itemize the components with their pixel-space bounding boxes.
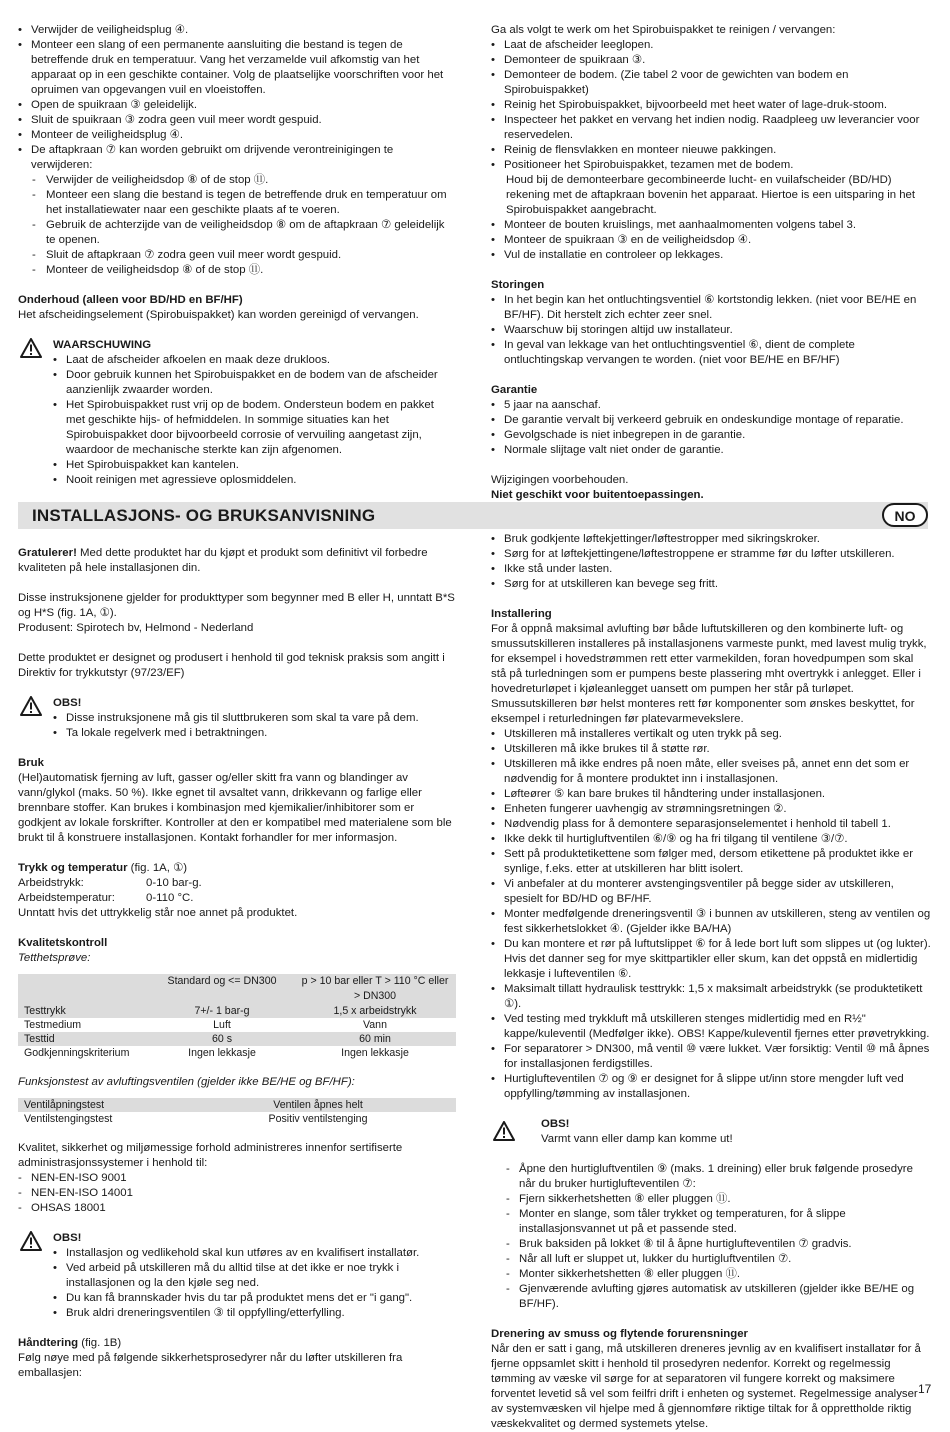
- paragraph: Dette produktet er designet og produsert i henhold til god teknisk praksis som angitt i Direktiv for trykkutstyr (97/23/EF): [18, 652, 445, 679]
- table-cell: Godkjenningskriterium: [18, 1046, 150, 1060]
- list-item: • Monteer de veiligheidsplug ④.: [18, 128, 456, 143]
- obs-text: Varmt vann eller damp kan komme ut!: [541, 1133, 733, 1145]
- table-row: [18, 1018, 456, 1032]
- list-item: • Monteer de bouten kruislings, met aanhaalmomenten volgens tabel 3.: [491, 218, 931, 233]
- paragraph: Het afscheidingselement (Spirobuispakket) kan worden gereinigd of vervangen.: [18, 309, 419, 321]
- cleaning-steps-list: [491, 38, 931, 173]
- table-cell: Ventilstengingstest: [18, 1112, 180, 1126]
- right-bottom-column: [491, 532, 931, 1432]
- list-item: • Utskilleren må ikke brukes til å støtte rør.: [491, 742, 931, 757]
- list-item: - Gjenværende avlufting gjøres automatisk av utskilleren (gjelder ikke BE/HE og BF/HF).: [491, 1282, 931, 1312]
- list-item: • Maksimalt tillatt hydraulisk testtrykk: 1,5 x maksimalt arbeidstrykk (se produktetikett ①).: [491, 982, 931, 1012]
- congrats-bold: Gratulerer!: [18, 547, 77, 559]
- section-heading-storingen: Storingen: [491, 279, 545, 291]
- list-item: • Gevolgschade is niet inbegrepen in de garantie.: [491, 428, 931, 443]
- paragraph: Ga als volgt te werk om het Spirobuispakket te reinigen / vervangen:: [491, 24, 836, 36]
- list-item: • For separatorer > DN300, må ventil ⑩ være lukket. Vær forsiktig: Ventil ⑩ må åpnes for installasjonen ferdigstilles.: [491, 1042, 931, 1072]
- spec-value: 0-110 °C.: [146, 892, 194, 904]
- section-heading-handtering: [18, 1336, 456, 1351]
- list-item: • Ved testing med trykkluft må utskilleren stenges midlertidig med en R½" kappe/kuleventil (Medfølger ikke). OBS! Kappe/kuleventil fjernes etter prøvetrykking.: [491, 1012, 931, 1042]
- changes-reserved-note: Wijzigingen voorbehouden.: [491, 474, 629, 486]
- list-item: • Hurtiglufteventilen ⑦ og ⑨ er designet for å slippe ut/inn store mengder luft ved oppfylling/tømming av installasjonen.: [491, 1072, 931, 1102]
- table-row: [18, 1112, 456, 1126]
- section-heading-garantie: Garantie: [491, 384, 538, 396]
- list-item: • Monteer de spuikraan ③ en de veiligheidsdop ④.: [491, 233, 931, 248]
- list-item: - Åpne den hurtigluftventilen ⑨ (maks. 1 dreining) eller bruk følgende prosedyre når du bruker hurtiglufteventilen ⑦:: [491, 1162, 931, 1192]
- language-badge: NO: [882, 503, 928, 527]
- table-header-row: [18, 974, 456, 1004]
- table-row: [18, 1004, 456, 1018]
- list-item: • Demonteer de bodem. (Zie tabel 2 voor de gewichten van bodem en Spirobuispakket): [491, 68, 931, 98]
- storingen-list: [491, 293, 931, 368]
- list-item: • Nooit reinigen met agressieve oplosmiddelen.: [53, 473, 456, 488]
- paragraph: For å oppnå maksimal avlufting bør både luftutskilleren og den kombinerte luft- og smussutskilleren installeres på installasjonens varmeste punkt, med lavest mulig trykk, for eksempel i hovedstrømmen rett etter varmekilden, foran hovedpumpen som skal stå på turledningen som er pumpens beste plassering mht overtrykk i anlegget. Eller i hovedreturløpet i kjøleanlegget uansett om pumpen her står på turløpet. Smussutskilleren bør helst monteres rett før komponenter som ønskes beskyttet, for eksempel i returledningen før platevarmevekslere.: [491, 623, 927, 725]
- table-cell: 60 s: [150, 1032, 294, 1046]
- table-header-cell: [18, 974, 150, 1004]
- obs-list: [53, 711, 456, 741]
- list-item: • Sørg for at løftekjettingene/løftestroppene er stramme før du løfter utskilleren.: [491, 547, 931, 562]
- section-heading-kvalitet: Kvalitetskontroll: [18, 937, 108, 949]
- table-cell: 60 min: [294, 1032, 456, 1046]
- table-cell: Vann: [294, 1018, 456, 1032]
- list-item: • Sluit de spuikraan ③ zodra geen vuil meer wordt gespuid.: [18, 113, 456, 128]
- section-heading-drenering: Drenering av smuss og flytende forurensninger: [491, 1328, 748, 1340]
- section-heading-bruk: Bruk: [18, 757, 44, 769]
- paragraph: Disse instruksjonene gjelder for produkttyper som begynner med B eller H, unntatt B*S og H*S (fig. 1A, ①).: [18, 592, 455, 619]
- section-heading-onderhoud: Onderhoud (alleen voor BD/HD en BF/HF): [18, 294, 243, 306]
- aftapkraan-steps-list: [18, 173, 456, 278]
- list-item: • Normale slijtage valt niet onder de garantie.: [491, 443, 931, 458]
- installation-list: [491, 727, 931, 1102]
- list-item: • Verwijder de veiligheidsplug ④.: [18, 23, 456, 38]
- table-header-cell: p > 10 bar eller T > 110 °C eller > DN300: [294, 974, 456, 1004]
- list-item: • Utskilleren må ikke endres på noen måte, eller sveises på, annet enn det som er nødvendig for å montere produktet inn i installasjonen.: [491, 757, 931, 787]
- table-row: [18, 1098, 456, 1112]
- warning-triangle-icon: [20, 1231, 42, 1251]
- list-item: • Positioneer het Spirobuispakket, tezamen met de bodem.: [491, 158, 931, 173]
- warning-triangle-icon: [20, 696, 42, 716]
- table-cell: Positiv ventilstenging: [180, 1112, 456, 1126]
- banner-title: INSTALLASJONS- OG BRUKSANVISNING: [32, 506, 376, 525]
- table-header-cell: Standard og <= DN300: [150, 974, 294, 1004]
- section-heading-installering: Installering: [491, 608, 552, 620]
- obs-block-1: [18, 696, 456, 741]
- list-item: - NEN-EN-ISO 9001: [18, 1171, 456, 1186]
- list-item: • De garantie vervalt bij verkeerd gebruik en ondeskundige montage of reparatie.: [491, 413, 931, 428]
- list-item: - Monter sikkerhetshetten ⑧ eller pluggen ⑪.: [491, 1267, 931, 1282]
- list-item: • In het begin kan het ontluchtingsventiel ⑥ kortstondig lekken. (niet voor BE/HE en BF/HF). Dit herstelt zich echter zeer snel.: [491, 293, 931, 323]
- spec-row: [18, 891, 456, 906]
- list-item: • Du kan montere et rør på luftutslippet ⑥ for å lede bort luft som slippes ut (og lukter). Hvis det danner seg for mye skittpartikler eller skum, kan det oppstå en midlertidig lekkasje i lufteventilen ⑥.: [491, 937, 931, 982]
- step-note: Houd bij de demonteerbare gecombineerde lucht- en vuilafscheider (BD/HD) rekening met de aftapkraan bovenin het apparaat. Hiertoe is een uitsparing in het Spirobuispakket aangebracht.: [506, 174, 916, 216]
- outdoor-note: Niet geschikt voor buitentoepassingen.: [491, 489, 704, 501]
- warning-block: [18, 338, 456, 488]
- list-item: • Løfteører ⑤ kan bare brukes til håndtering under installasjonen.: [491, 787, 931, 802]
- table-cell: Ingen lekkasje: [150, 1046, 294, 1060]
- list-item: • Laat de afscheider afkoelen en maak deze drukloos.: [53, 353, 456, 368]
- list-item: • Inspecteer het pakket en vervang het indien nodig. Raadpleeg uw leverancier voor reservedelen.: [491, 113, 931, 143]
- list-item: • 5 jaar na aanschaf.: [491, 398, 931, 413]
- warning-triangle-icon: [493, 1121, 515, 1141]
- paragraph: Når den er satt i gang, må utskilleren dreneres jevnlig av en kvalifisert installatør for å fjerne oppsamlet skitt i henhold til prosedyren nedenfor. Korrekt og regelmessig tømming av væske vil sørge for at separatoren vil fungere korrekt og maksimere forventet levetid så vel som feilfri drift i enheten og systemet. Regelmessige analyser av systemvæsken vil hjelpe med å gjennomføre riktige tiltak for å opprettholde riktig væskekvalitet og dermed systemets ytelse.: [491, 1343, 921, 1430]
- list-item: - Monteer een slang die bestand is tegen de betreffende druk en temperatuur om het installatiewater naar een geschikte plaats af te voeren.: [18, 188, 456, 218]
- spec-label: Arbeidstemperatur:: [18, 892, 115, 904]
- table-cell: Testmedium: [18, 1018, 150, 1032]
- obs-list: [53, 1246, 456, 1321]
- page-number: 17: [918, 1382, 932, 1396]
- left-bottom-column: [18, 546, 456, 1381]
- list-item: • Ikke stå under lasten.: [491, 562, 931, 577]
- list-item: - Bruk baksiden på lokket ⑧ til å åpne hurtiglufteventilen ⑦ gradvis.: [491, 1237, 931, 1252]
- section-heading-trykk: [18, 861, 456, 876]
- list-item: - Verwijder de veiligheidsdop ⑧ of de stop ⑪.: [18, 173, 456, 188]
- list-item: - Gebruik de achterzijde van de veiligheidsdop ⑧ om de aftapkraan ⑦ geleidelijk te openen.: [18, 218, 456, 248]
- list-item: - OHSAS 18001: [18, 1201, 456, 1216]
- spec-row: [18, 876, 456, 891]
- list-item: • Ikke dekk til hurtigluftventilen ⑥/⑨ og ha fri tilgang til ventilene ③/⑦.: [491, 832, 931, 847]
- intro-paragraph: [18, 546, 456, 576]
- list-item: • Ved arbeid på utskilleren må du alltid tilse at det ikke er noe trykk i installasjonen og la den kjøle seg ned.: [53, 1261, 456, 1291]
- paragraph: (Hel)automatisk fjerning av luft, gasser og/eller skitt fra vann og blandinger av vann/glykol (maks. 50 %). Ikke egnet til avsaltet vann, drikkevann og farlige eller brennbare stoffer. Kan brukes i kombinasjon med kjemikalier/inhibitorer som er godkjent av lokale forskrifter. Kontroller at den er kompatibel med materialene som ble brukt til å konstruere installasjonen. Kontakt forhandler for mer informasjon.: [18, 772, 452, 844]
- test-table: [18, 974, 456, 1060]
- trykk-title: Trykk og temperatur: [18, 862, 128, 874]
- handtering-fig: (fig. 1B): [78, 1337, 122, 1349]
- obs-block-2: [18, 1231, 456, 1321]
- drain-steps-list: [18, 23, 456, 173]
- spec-label: Arbeidstrykk:: [18, 877, 84, 889]
- list-item: • Sett på produktetikettene som følger med, dersom etikettene på produktet ikke er synlige, f.eks. etter at utskilleren har blitt isolert.: [491, 847, 931, 877]
- section-banner: [18, 502, 928, 529]
- paragraph: Følg nøye med på følgende sikkerhetsprosedyrer når du løfter utskilleren fra emballasjen:: [18, 1352, 403, 1379]
- subheading-funksjon: Funksjonstest av avluftingsventilen (gjelder ikke BE/HE og BF/HF):: [18, 1076, 355, 1088]
- list-item: • In geval van lekkage van het ontluchtingsventiel ⑥, dient de complete ontluchtingskap vervangen te worden. (niet voor BE/HE en BF/HF): [491, 338, 931, 368]
- trykk-fig: (fig. 1A, ①): [127, 862, 188, 874]
- list-item: • Demonteer de spuikraan ③.: [491, 53, 931, 68]
- list-item: • Disse instruksjonene må gis til sluttbrukeren som skal ta vare på dem.: [53, 711, 456, 726]
- table-cell: Testtid: [18, 1032, 150, 1046]
- subheading-tetthet: Tetthetsprøve:: [18, 952, 91, 964]
- warning-list: [53, 353, 456, 488]
- congrats-text: Med dette produktet har du kjøpt et produkt som definitivt vil forbedre kvaliteten på hele installasjonen din.: [18, 547, 428, 574]
- list-item: - Sluit de aftapkraan ⑦ zodra geen vuil meer wordt gespuid.: [18, 248, 456, 263]
- list-item: • Du kan få brannskader hvis du tar på produktet mens det er "i gang".: [53, 1291, 456, 1306]
- list-item: • Vul de installatie en controleer op lekkages.: [491, 248, 931, 263]
- list-item: • Het Spirobuispakket rust vrij op de bodem. Ondersteun bodem en pakket met geschikte hijs- of hefmiddelen. In sommige situaties kan het Spirobuispakket door bijvoorbeeld corrosie of vervuiling aangetast zijn, waardoor de mechanische sterkte kan zijn afgenomen.: [53, 398, 456, 458]
- cleaning-steps-list-2: [491, 218, 931, 263]
- list-item: • Enheten fungerer uavhengig av strømningsretningen ②.: [491, 802, 931, 817]
- table-cell: 1,5 x arbeidstrykk: [294, 1004, 456, 1018]
- list-item: - Når all luft er sluppet ut, lukker du hurtigluftventilen ⑦.: [491, 1252, 931, 1267]
- right-top-column: [491, 23, 931, 503]
- valve-test-table: [18, 1098, 456, 1126]
- list-item: • Sørg for at utskilleren kan bevege seg fritt.: [491, 577, 931, 592]
- table-cell: 7+/- 1 bar-g: [150, 1004, 294, 1018]
- obs-title: OBS!: [53, 1232, 82, 1244]
- left-top-column: [18, 23, 456, 488]
- list-item: • Reinig de flensvlakken en monteer nieuwe pakkingen.: [491, 143, 931, 158]
- lifting-list: [491, 532, 931, 592]
- list-item: • Monteer een slang of een permanente aansluiting die bestand is tegen de betreffende druk en temperatuur. Vang het verzamelde vuil afkomstig van het apparaat op in een geschikte container. Volg de plaatselijke voorschriften voor het opruimen van opgevangen vuil en vloeistoffen.: [18, 38, 456, 98]
- table-cell: Ventilen åpnes helt: [180, 1098, 456, 1112]
- warning-title: WAARSCHUWING: [53, 339, 152, 351]
- list-item: • Monter medfølgende dreneringsventil ③ i bunnen av utskilleren, steng av ventilen og fest sikkerhetslokket ④. (Gjelder ikke BA/HA): [491, 907, 931, 937]
- list-item: • Bruk godkjente løftekjettinger/løftestropper med sikringskroker.: [491, 532, 931, 547]
- table-cell: Testtrykk: [18, 1004, 150, 1018]
- list-item: • Reinig het Spirobuispakket, bijvoorbeeld met heet water of lage-druk-stoom.: [491, 98, 931, 113]
- list-item: - NEN-EN-ISO 14001: [18, 1186, 456, 1201]
- list-item: • Open de spuikraan ③ geleidelijk.: [18, 98, 456, 113]
- list-item: • De aftapkraan ⑦ kan worden gebruikt om drijvende verontreinigingen te verwijderen:: [18, 143, 456, 173]
- obs-title: OBS!: [53, 697, 82, 709]
- table-cell: Luft: [150, 1018, 294, 1032]
- list-item: • Utskilleren må installeres vertikalt og uten trykk på seg.: [491, 727, 931, 742]
- table-cell: Ingen lekkasje: [294, 1046, 456, 1060]
- obs-title: OBS!: [541, 1118, 570, 1130]
- spec-value: 0-10 bar-g.: [146, 877, 202, 889]
- obs-block-3: [491, 1117, 931, 1147]
- list-item: • Bruk aldri dreneringsventilen ③ til oppfylling/etterfylling.: [53, 1306, 456, 1321]
- list-item: • Installasjon og vedlikehold skal kun utføres av en kvalifisert installatør.: [53, 1246, 456, 1261]
- paragraph: Kvalitet, sikkerhet og miljømessige forhold administreres innenfor sertifiserte administrasjonssystemer i henhold til:: [18, 1142, 403, 1169]
- table-row: [18, 1032, 456, 1046]
- list-item: - Fjern sikkerhetshetten ⑧ eller pluggen ⑪.: [491, 1192, 931, 1207]
- paragraph: Unntatt hvis det uttrykkelig står noe annet på produktet.: [18, 907, 298, 919]
- warning-triangle-icon: [20, 338, 42, 358]
- list-item: • Vi anbefaler at du monterer avstengingsventiler på begge sider av utskilleren, spesielt for BD/HD og BF/HF.: [491, 877, 931, 907]
- list-item: - Monteer de veiligheidsdop ⑧ of de stop ⑪.: [18, 263, 456, 278]
- handtering-title: Håndtering: [18, 1337, 79, 1349]
- list-item: • Ta lokale regelverk med i betraktningen.: [53, 726, 456, 741]
- list-item: • Laat de afscheider leeglopen.: [491, 38, 931, 53]
- list-item: • Door gebruik kunnen het Spirobuispakket en de bodem van de afscheider aanzienlijk zwaarder worden.: [53, 368, 456, 398]
- standards-list: [18, 1171, 456, 1216]
- list-item: - Monter en slange, som tåler trykket og temperaturen, for å slippe installasjonsvannet ut på et passende sted.: [491, 1207, 931, 1237]
- table-row: [18, 1046, 456, 1060]
- manufacturer: Produsent: Spirotech bv, Helmond - Nederland: [18, 622, 254, 634]
- table-cell: Ventilåpningstest: [18, 1098, 180, 1112]
- garantie-list: [491, 398, 931, 458]
- venting-procedure-list: [491, 1162, 931, 1312]
- list-item: • Het Spirobuispakket kan kantelen.: [53, 458, 456, 473]
- list-item: • Waarschuw bij storingen altijd uw installateur.: [491, 323, 931, 338]
- list-item: • Nødvendig plass for å demontere separasjonselementet i henhold til tabell 1.: [491, 817, 931, 832]
